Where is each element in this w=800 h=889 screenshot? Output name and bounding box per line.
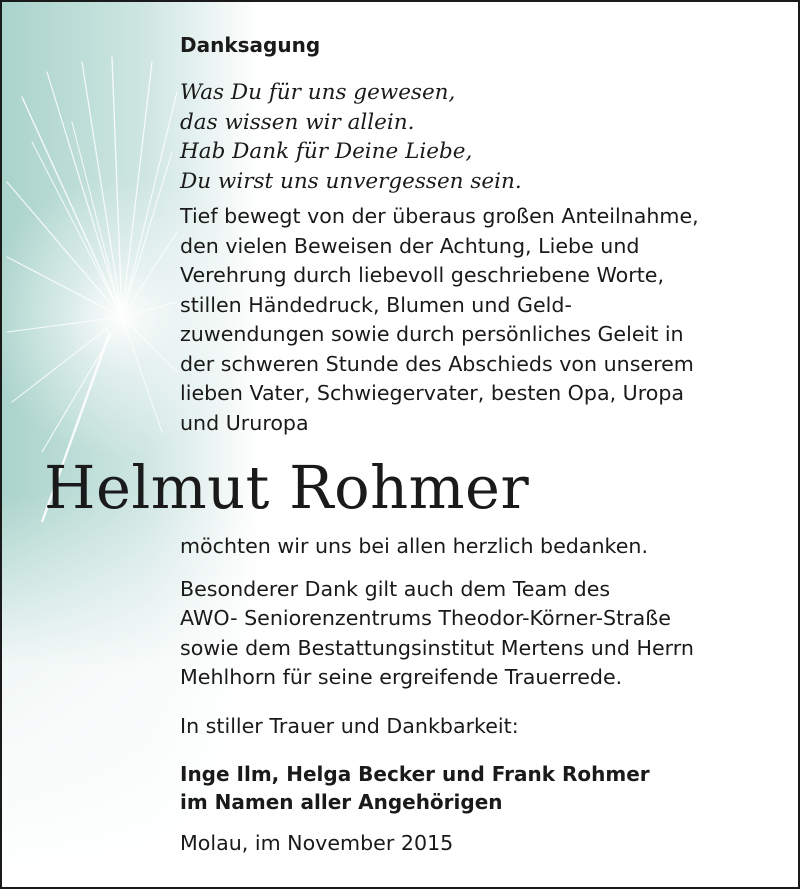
intro-line: Verehrung durch liebevoll geschriebene Worte, [180, 263, 665, 287]
poem-line: das wissen wir allein. [180, 109, 415, 135]
special-thanks-line: Mehlhorn für seine ergreifende Trauerrede. [180, 665, 623, 689]
intro-line: und Ururopa [180, 410, 309, 435]
intro-line: lieben Vater, Schwiegervater, besten Opa, Uropa [180, 381, 685, 405]
lower-content [180, 532, 790, 859]
signers [180, 760, 790, 816]
special-thanks [180, 575, 790, 693]
heading: Danksagung [180, 33, 321, 57]
signer-line: im Namen aller Angehörigen [180, 790, 503, 814]
closing-line: In stiller Trauer und Dankbarkeit: [180, 713, 519, 738]
deceased-name: Helmut Rohmer [44, 453, 530, 522]
signer-line: Inge Ilm, Helga Becker und Frank Rohmer [180, 762, 650, 786]
thanks-line: möchten wir uns bei allen herzlich bedanken. [180, 534, 648, 558]
poem-line: Hab Dank für Deine Liebe, [180, 139, 473, 164]
poem [180, 78, 790, 196]
intro-text [180, 202, 790, 438]
poem-line: Was Du für uns gewesen, [180, 80, 456, 105]
special-thanks-line: AWO- Seniorenzentrums Theodor-Körner-Straße [180, 606, 671, 630]
intro-line: stillen Händedruck, Blumen und Geld- [180, 292, 572, 317]
intro-line: den vielen Beweisen der Achtung, Liebe und [180, 233, 640, 258]
intro-line: Tief bewegt von der überaus großen Anteilnahme, [180, 204, 699, 228]
intro-line: der schweren Stunde des Abschieds von unserem [180, 351, 694, 376]
intro-line: zuwendungen sowie durch persönliches Geleit in [180, 322, 684, 346]
place-date: Molau, im November 2015 [180, 831, 454, 855]
special-thanks-line: Besonderer Dank gilt auch dem Team des [180, 576, 611, 601]
special-thanks-line: sowie dem Bestattungsinstitut Mertens und Herrn [180, 635, 694, 660]
upper-content [180, 32, 790, 438]
poem-line: Du wirst uns unvergessen sein. [180, 168, 522, 194]
